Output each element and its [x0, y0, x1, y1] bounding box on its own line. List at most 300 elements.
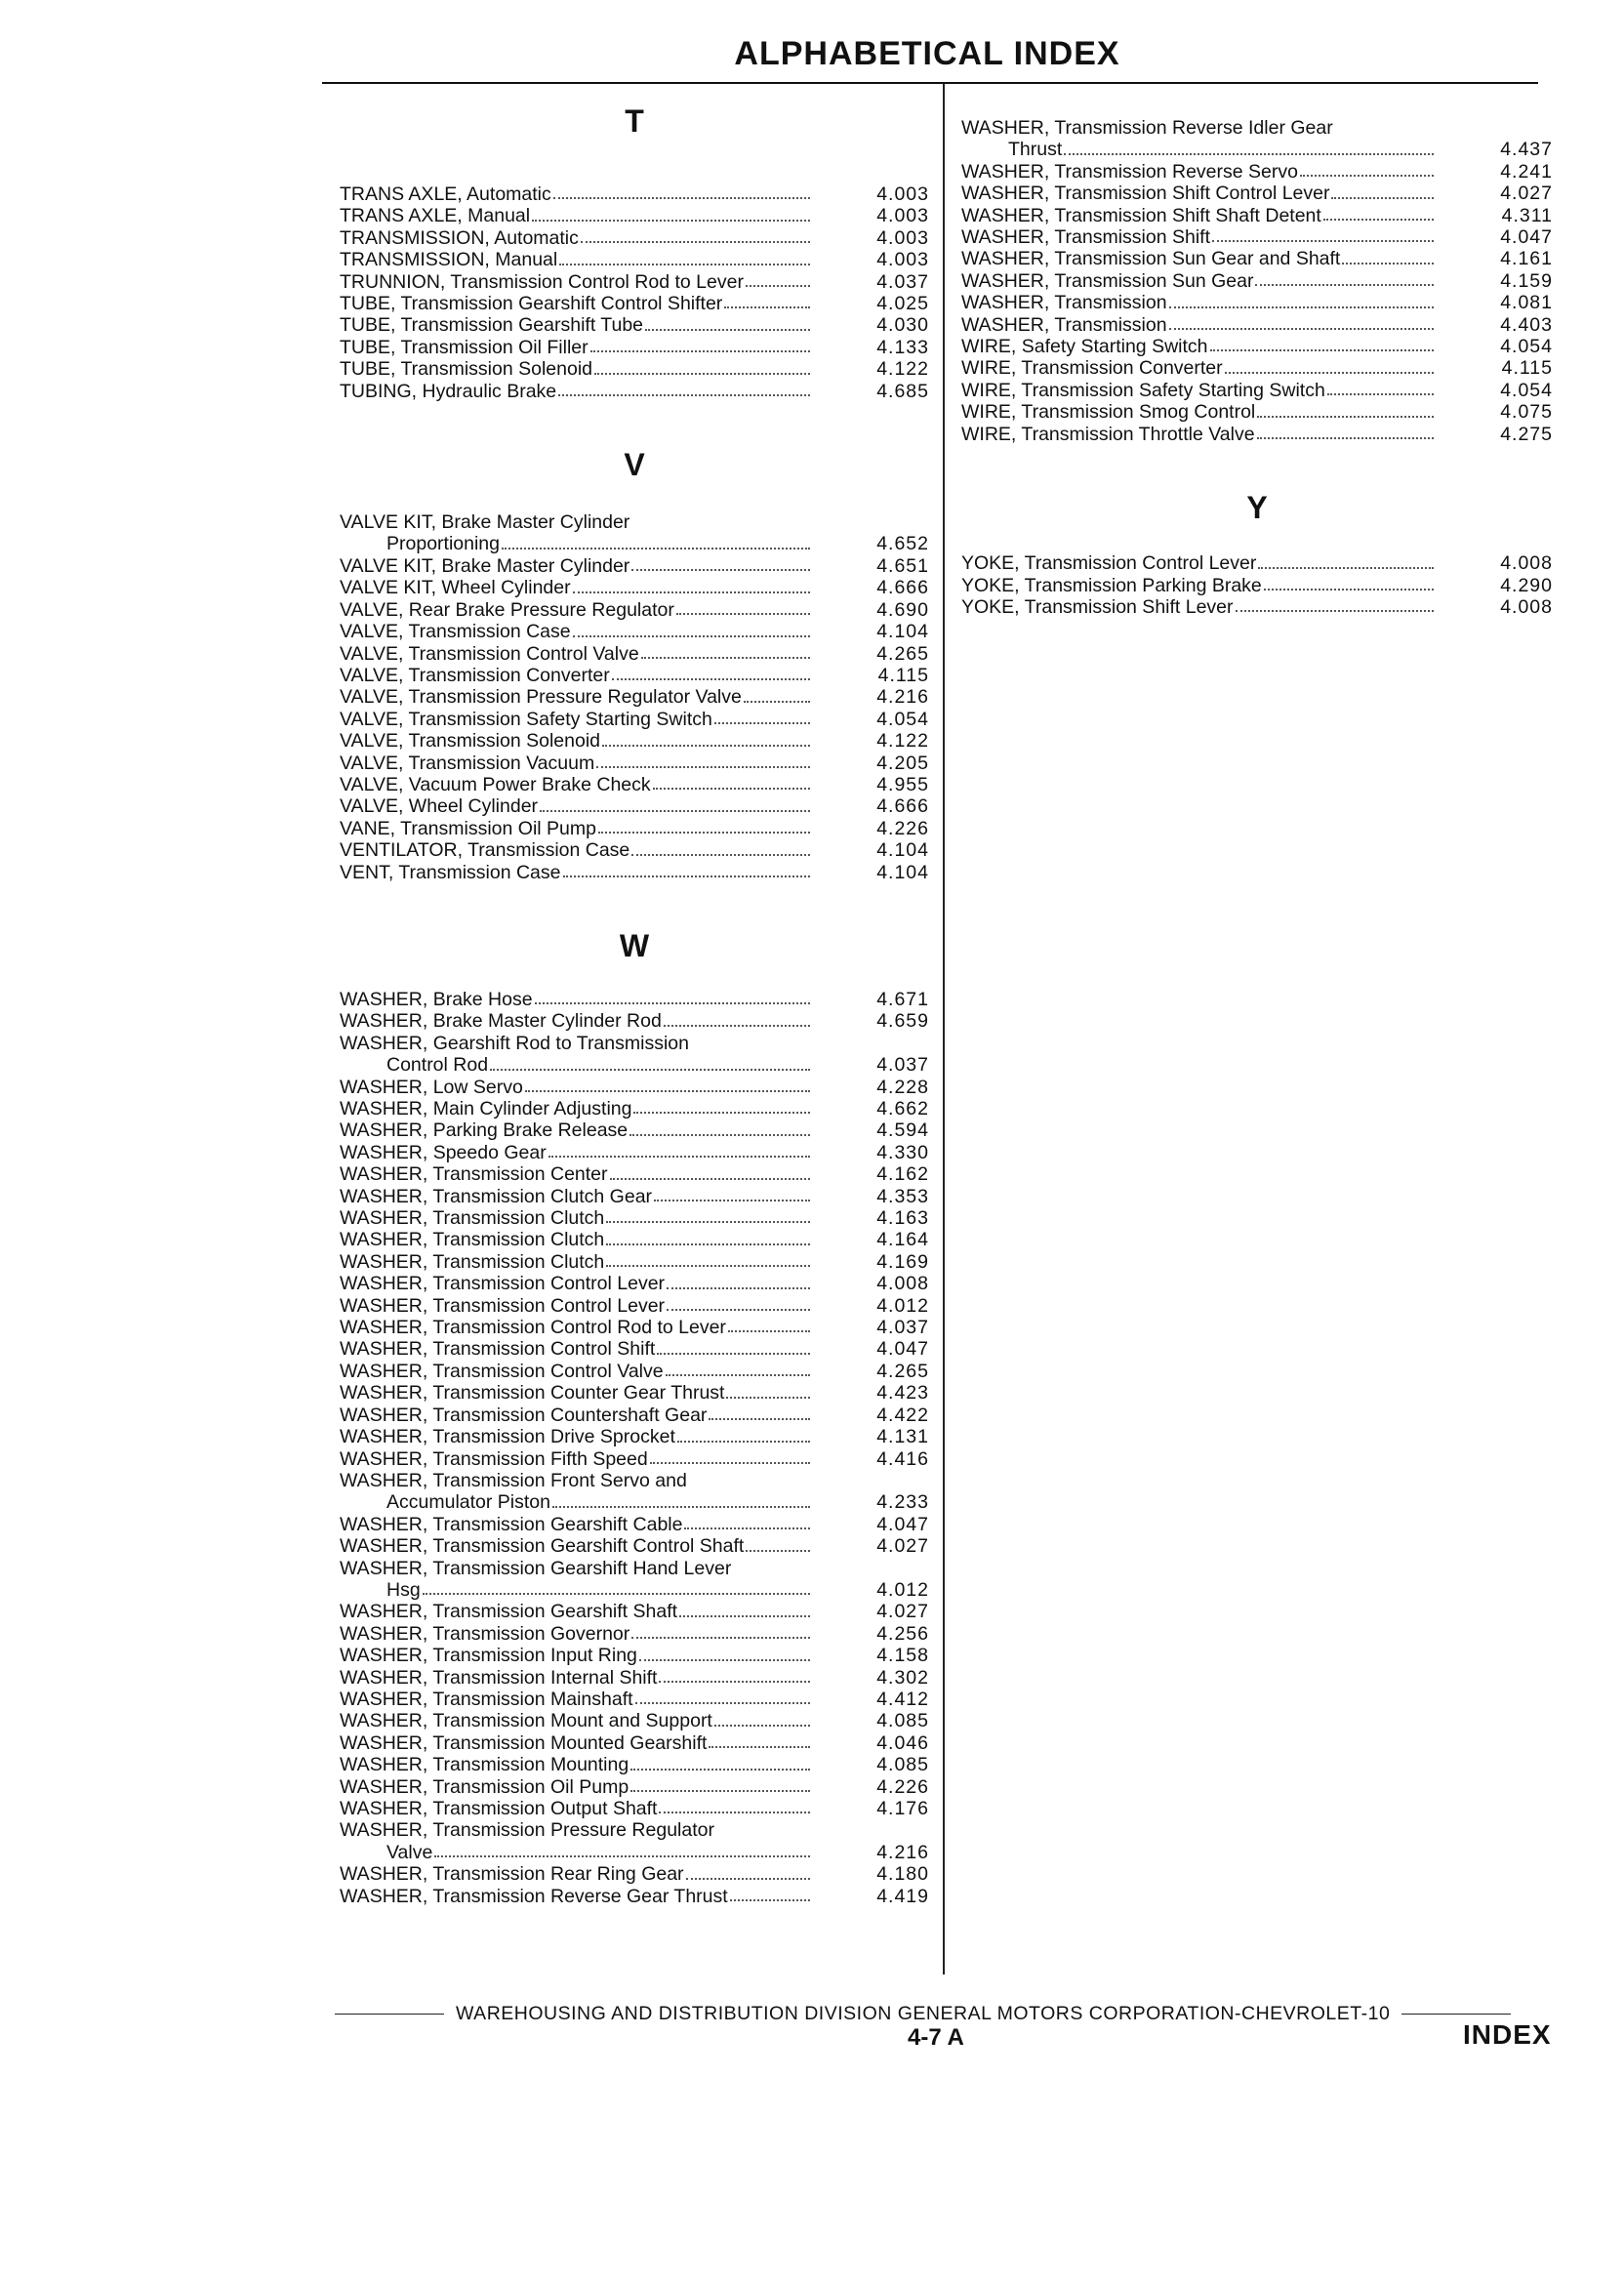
index-entry	[340, 665, 929, 686]
entry-text: VALVE, Transmission Pressure Regulator Valve	[340, 686, 742, 709]
leader-dots	[709, 1418, 810, 1420]
index-entry	[340, 577, 929, 598]
leader-dots	[730, 1899, 810, 1901]
leader-dots	[744, 701, 810, 703]
entry-page: 4.265	[876, 1360, 929, 1382]
index-entry	[961, 226, 1553, 248]
leader-dots	[573, 591, 810, 593]
leader-dots	[1331, 197, 1434, 199]
entry-page: 4.302	[876, 1666, 929, 1689]
entry-continuation	[340, 1842, 929, 1863]
index-entry	[961, 380, 1553, 401]
entry-text: WIRE, Transmission Throttle Valve	[961, 423, 1255, 445]
entry-text: VALVE, Transmission Solenoid	[340, 730, 600, 753]
index-entry	[340, 1186, 929, 1207]
index-entry	[340, 1863, 929, 1885]
entry-text: WASHER, Transmission Gearshift Control Shaft	[340, 1535, 745, 1558]
index-entry	[961, 552, 1553, 574]
index-entry	[340, 1405, 929, 1426]
entry-page: 4.290	[1500, 574, 1553, 596]
section-letter-v: V	[624, 447, 645, 483]
entry-page: 4.003	[876, 249, 929, 271]
footer-rule-right	[1401, 2014, 1511, 2015]
entry-page: 4.659	[876, 1010, 929, 1033]
entry-text: TUBE, Transmission Oil Filler	[340, 336, 589, 358]
leader-dots	[548, 1156, 810, 1158]
entry-continuation	[340, 533, 929, 554]
entry-page: 4.651	[876, 554, 929, 577]
entry-text: WASHER, Transmission Clutch	[340, 1229, 605, 1251]
index-list-t	[340, 183, 929, 402]
entry-text: VALVE, Transmission Control Valve	[340, 642, 639, 665]
index-entry	[340, 314, 929, 336]
index-entry	[340, 1142, 929, 1163]
entry-text: WASHER, Transmission Shift	[961, 226, 1211, 249]
index-entry	[340, 1077, 929, 1098]
index-entry-multiline	[340, 1470, 929, 1514]
entry-page: 4.081	[1500, 292, 1553, 314]
leader-dots	[1257, 416, 1434, 418]
entry-page: 4.104	[876, 839, 929, 862]
entry-page: 4.115	[1501, 357, 1553, 380]
entry-page: 4.131	[876, 1426, 929, 1448]
entry-text: WASHER, Transmission	[961, 313, 1167, 336]
leader-dots	[525, 1090, 810, 1092]
entry-text: VENT, Transmission Case	[340, 861, 561, 883]
leader-dots	[423, 1593, 810, 1595]
leader-dots	[1327, 393, 1434, 395]
leader-dots	[726, 1397, 810, 1399]
index-entry	[961, 357, 1553, 379]
entry-text: VALVE, Rear Brake Pressure Regulator	[340, 598, 674, 621]
entry-text: Proportioning	[386, 533, 500, 555]
entry-text: WASHER, Transmission Center	[340, 1163, 608, 1186]
entry-page: 4.003	[876, 183, 929, 205]
leader-dots	[686, 1878, 810, 1880]
index-entry	[340, 205, 929, 226]
index-entry	[340, 1426, 929, 1447]
index-entry	[961, 336, 1553, 357]
index-entry	[340, 1251, 929, 1273]
entry-page: 4.047	[1500, 226, 1553, 249]
index-entry	[340, 271, 929, 293]
entry-text: WASHER, Transmission Clutch Gear	[340, 1185, 653, 1207]
entry-page: 4.085	[876, 1754, 929, 1776]
entry-page: 4.205	[876, 752, 929, 774]
index-entry	[340, 249, 929, 270]
entry-text: WASHER, Transmission Drive Sprocket	[340, 1426, 675, 1448]
index-entry	[340, 293, 929, 314]
entry-text: WASHER, Transmission Rear Ring Gear	[340, 1863, 684, 1886]
entry-text: WASHER, Transmission Front Servo and	[340, 1469, 687, 1491]
leader-dots	[552, 1506, 810, 1508]
entry-page: 4.216	[876, 1841, 929, 1863]
index-entry	[340, 862, 929, 883]
entry-text: TUBE, Transmission Gearshift Control Shifter	[340, 293, 723, 315]
leader-dots	[645, 329, 810, 331]
leader-dots	[1255, 284, 1434, 286]
index-entry	[340, 1295, 929, 1317]
entry-text: WASHER, Transmission Fifth Speed	[340, 1447, 648, 1470]
leader-dots	[1064, 153, 1434, 155]
entry-page: 4.122	[876, 358, 929, 381]
leader-dots	[629, 1134, 810, 1136]
leader-dots	[631, 854, 810, 856]
index-list-w	[340, 1514, 929, 1558]
entry-text: VALVE KIT, Wheel Cylinder	[340, 577, 571, 599]
entry-page: 4.330	[876, 1141, 929, 1163]
entry-page: 4.027	[876, 1535, 929, 1558]
leader-dots	[1258, 567, 1434, 569]
entry-text: WASHER, Transmission Reverse Idler Gear	[961, 117, 1333, 139]
entry-text: WASHER, Transmission Gearshift Hand Lever	[340, 1557, 732, 1579]
leader-dots	[635, 1702, 810, 1704]
index-entry	[340, 1207, 929, 1229]
entry-text: VALVE KIT, Brake Master Cylinder	[340, 554, 630, 577]
entry-text: TRANS AXLE, Automatic	[340, 183, 551, 205]
entry-text: WASHER, Transmission Mounting	[340, 1754, 629, 1776]
index-list-w	[340, 989, 929, 1033]
footer	[335, 2003, 1545, 2025]
entry-page: 4.162	[876, 1163, 929, 1186]
entry-page: 4.047	[876, 1513, 929, 1535]
leader-dots	[540, 810, 810, 812]
index-entry	[961, 292, 1553, 313]
leader-dots	[630, 1790, 810, 1792]
index-entry	[340, 1776, 929, 1798]
entry-text: VALVE, Transmission Safety Starting Switch	[340, 708, 712, 730]
entry-page: 4.690	[876, 598, 929, 621]
index-entry	[340, 1886, 929, 1907]
index-entry	[340, 1645, 929, 1666]
footer-text: WAREHOUSING AND DISTRIBUTION DIVISION GENERAL MOTORS CORPORATION-CHEVROLET-10	[456, 2003, 1391, 2024]
entry-text: WASHER, Transmission Mounted Gearshift	[340, 1731, 708, 1754]
index-entry	[340, 227, 929, 249]
index-entry	[340, 555, 929, 577]
entry-text: YOKE, Transmission Parking Brake	[961, 574, 1262, 596]
entry-page: 4.027	[876, 1601, 929, 1623]
index-entry	[340, 753, 929, 774]
entry-text: WASHER, Transmission Reverse Gear Thrust	[340, 1885, 728, 1907]
entry-text: WASHER, Transmission Mount and Support	[340, 1710, 712, 1732]
index-entry	[961, 596, 1553, 618]
entry-text: VALVE, Transmission Vacuum	[340, 752, 595, 774]
entry-page: 4.163	[876, 1207, 929, 1230]
entry-page: 4.671	[876, 988, 929, 1010]
entry-page: 4.075	[1500, 401, 1553, 424]
leader-dots	[606, 1265, 810, 1267]
entry-text: YOKE, Transmission Shift Lever	[961, 595, 1234, 618]
entry-page: 4.164	[876, 1229, 929, 1251]
index-entry	[340, 1710, 929, 1731]
leader-dots	[434, 1855, 810, 1857]
leader-dots	[1236, 610, 1434, 612]
entry-continuation	[961, 139, 1553, 160]
right-column	[961, 117, 1553, 618]
index-entry	[340, 183, 929, 205]
entry-page: 4.025	[876, 293, 929, 315]
index-entry	[340, 686, 929, 708]
title-rule	[322, 82, 1538, 84]
entry-text: WIRE, Transmission Safety Starting Switch	[961, 379, 1325, 401]
entry-text: Hsg	[386, 1578, 421, 1601]
leader-dots	[641, 657, 810, 659]
leader-dots	[1257, 437, 1434, 439]
entry-page: 4.161	[1500, 248, 1553, 270]
leader-dots	[639, 1659, 810, 1661]
index-entry	[961, 575, 1553, 596]
index-entry	[340, 381, 929, 402]
entry-page: 4.008	[1500, 595, 1553, 618]
index-entry	[340, 1120, 929, 1141]
entry-page: 4.037	[876, 1317, 929, 1339]
entry-page: 4.180	[876, 1863, 929, 1886]
leader-dots	[581, 241, 810, 243]
index-entry	[340, 1732, 929, 1754]
entry-text: VANE, Transmission Oil Pump	[340, 817, 596, 839]
index-entry	[961, 270, 1553, 292]
section-letter-y: Y	[1246, 490, 1268, 526]
entry-text: WIRE, Safety Starting Switch	[961, 336, 1208, 358]
entry-text: Control Rod	[386, 1054, 489, 1077]
entry-text: YOKE, Transmission Control Lever	[961, 552, 1257, 575]
index-entry-multiline	[340, 1033, 929, 1077]
entry-text: TUBING, Hydraulic Brake	[340, 380, 557, 402]
leader-dots	[728, 1330, 810, 1332]
index-list-w	[340, 1601, 929, 1819]
entry-page: 4.008	[876, 1273, 929, 1295]
entry-text: WASHER, Transmission Input Ring	[340, 1645, 637, 1667]
index-entry	[340, 1317, 929, 1338]
entry-text: WASHER, Parking Brake Release	[340, 1120, 629, 1142]
index-entry	[340, 1361, 929, 1382]
index-entry	[340, 1382, 929, 1404]
leader-dots	[596, 766, 810, 768]
index-list-v	[340, 555, 929, 883]
entry-page: 4.666	[876, 577, 929, 599]
entry-continuation	[340, 1579, 929, 1601]
entry-page: 4.054	[1500, 379, 1553, 401]
leader-dots	[746, 285, 810, 287]
entry-page: 4.311	[1501, 204, 1553, 226]
index-entry	[340, 1338, 929, 1360]
entry-continuation	[340, 1491, 929, 1513]
index-entry	[340, 1754, 929, 1775]
entry-text: WASHER, Transmission Governor	[340, 1622, 630, 1645]
entry-page: 4.012	[876, 1294, 929, 1317]
entry-page: 4.423	[876, 1382, 929, 1405]
entry-page: 4.437	[1500, 139, 1553, 161]
index-entry	[961, 314, 1553, 336]
entry-page: 4.012	[876, 1578, 929, 1601]
index-entry	[340, 818, 929, 839]
entry-text: TRANS AXLE, Manual	[340, 205, 531, 227]
entry-page: 4.133	[876, 336, 929, 358]
index-entry	[340, 730, 929, 752]
index-entry	[340, 1273, 929, 1294]
leader-dots	[714, 1725, 810, 1727]
leader-dots	[610, 1178, 810, 1180]
entry-text: WASHER, Transmission Internal Shift	[340, 1666, 658, 1689]
index-entry	[340, 1535, 929, 1557]
leader-dots	[535, 1002, 810, 1004]
entry-page: 4.955	[876, 773, 929, 795]
leader-dots	[633, 1112, 810, 1114]
leader-dots	[602, 745, 810, 747]
entry-page: 4.353	[876, 1185, 929, 1207]
index-list-w-continued	[961, 161, 1553, 445]
entry-page: 4.054	[1500, 336, 1553, 358]
leader-dots	[1169, 328, 1434, 330]
entry-page: 4.030	[876, 314, 929, 337]
leader-dots	[631, 1637, 810, 1639]
entry-text: WASHER, Transmission Countershaft Gear	[340, 1404, 708, 1426]
index-entry	[340, 839, 929, 861]
entry-page: 4.265	[876, 642, 929, 665]
entry-page: 4.422	[876, 1404, 929, 1426]
leader-dots	[654, 1200, 810, 1201]
index-entry	[340, 1163, 929, 1185]
section-letter-t: T	[625, 103, 644, 139]
leader-dots	[1323, 219, 1434, 221]
leader-dots	[676, 613, 810, 615]
leader-dots	[677, 1441, 810, 1443]
entry-text: WIRE, Transmission Smog Control	[961, 401, 1256, 424]
entry-text: WASHER, Transmission Reverse Servo	[961, 160, 1298, 183]
entry-page: 4.412	[876, 1688, 929, 1710]
entry-page: 4.176	[876, 1798, 929, 1819]
leader-dots	[553, 197, 810, 199]
entry-page: 4.158	[876, 1645, 929, 1667]
entry-text: WASHER, Speedo Gear	[340, 1141, 547, 1163]
entry-text: WASHER, Transmission Control Rod to Lever	[340, 1317, 726, 1339]
entry-text: Valve	[386, 1841, 433, 1863]
leader-dots	[594, 373, 810, 375]
entry-text: WASHER, Low Servo	[340, 1076, 523, 1098]
entry-page: 4.037	[876, 1054, 929, 1077]
leader-dots	[657, 1353, 810, 1355]
index-entry	[961, 161, 1553, 183]
entry-text: WASHER, Brake Master Cylinder Rod	[340, 1010, 662, 1033]
index-entry	[961, 401, 1553, 423]
index-entry	[340, 621, 929, 642]
leader-dots	[653, 788, 810, 790]
leader-dots	[659, 1681, 810, 1683]
entry-text: WASHER, Main Cylinder Adjusting	[340, 1098, 632, 1120]
entry-page: 4.046	[876, 1731, 929, 1754]
entry-text: WASHER, Transmission Mainshaft	[340, 1688, 633, 1710]
leader-dots	[630, 1769, 810, 1771]
leader-dots	[659, 1812, 810, 1813]
entry-text: TUBE, Transmission Gearshift Tube	[340, 314, 644, 337]
leader-dots	[573, 635, 810, 637]
entry-page: 4.008	[1500, 552, 1553, 575]
entry-page: 4.054	[876, 708, 929, 730]
leader-dots	[631, 569, 810, 571]
index-entry	[340, 1010, 929, 1032]
entry-text: TRUNNION, Transmission Control Rod to Lever	[340, 270, 744, 293]
index-entry-multiline	[340, 1558, 929, 1602]
entry-text: VALVE, Transmission Converter	[340, 664, 610, 686]
index-entry	[961, 205, 1553, 226]
leader-dots	[606, 1221, 810, 1223]
entry-text: WASHER, Transmission Control Lever	[340, 1294, 666, 1317]
index-entry	[340, 1514, 929, 1535]
left-column	[340, 102, 929, 1907]
index-entry	[340, 989, 929, 1010]
index-entry	[340, 643, 929, 665]
leader-dots	[684, 1527, 810, 1529]
entry-text: VALVE, Transmission Case	[340, 621, 571, 643]
section-label: INDEX	[1463, 2019, 1552, 2050]
leader-dots	[666, 1374, 810, 1376]
index-entry-multiline	[340, 1819, 929, 1863]
entry-text: TUBE, Transmission Solenoid	[340, 358, 593, 381]
entry-text: WASHER, Transmission Control Lever	[340, 1273, 666, 1295]
leader-dots	[667, 1309, 810, 1311]
entry-text: WASHER, Transmission Clutch	[340, 1250, 605, 1273]
leader-dots	[650, 1462, 810, 1464]
entry-page: 4.027	[1500, 183, 1553, 205]
entry-text: WASHER, Brake Hose	[340, 988, 533, 1010]
entry-page: 4.652	[876, 533, 929, 555]
entry-page: 4.047	[876, 1338, 929, 1361]
entry-page: 4.241	[1500, 160, 1553, 183]
entry-text: WASHER, Gearshift Rod to Transmission	[340, 1032, 689, 1054]
leader-dots	[1264, 589, 1434, 590]
leader-dots	[1342, 263, 1434, 265]
leader-dots	[532, 220, 810, 222]
index-list-w	[340, 1863, 929, 1907]
leader-dots	[559, 264, 810, 265]
footer-rule-left	[335, 2014, 444, 2015]
entry-page: 4.275	[1500, 423, 1553, 445]
index-entry	[340, 1667, 929, 1689]
entry-page: 4.104	[876, 621, 929, 643]
index-entry-multiline	[340, 511, 929, 555]
entry-text: WASHER, Transmission Counter Gear Thrust	[340, 1382, 725, 1405]
leader-dots	[1169, 306, 1434, 308]
entry-text: WASHER, Transmission Control Valve	[340, 1360, 664, 1382]
index-entry	[961, 248, 1553, 269]
entry-text: VALVE KIT, Brake Master Cylinder	[340, 511, 630, 534]
entry-text: WASHER, Transmission Gearshift Cable	[340, 1513, 683, 1535]
index-entry	[340, 1798, 929, 1819]
entry-page: 4.003	[876, 226, 929, 249]
entry-text: TRANSMISSION, Manual	[340, 249, 558, 271]
index-entry-multiline	[961, 117, 1553, 161]
page-number: 4-7 A	[908, 2024, 964, 2051]
leader-dots	[606, 1243, 810, 1245]
index-list-w	[340, 1077, 929, 1470]
leader-dots	[724, 306, 810, 308]
index-entry	[340, 1229, 929, 1250]
entry-page: 4.662	[876, 1098, 929, 1120]
index-entry	[340, 337, 929, 358]
index-entry	[340, 795, 929, 817]
leader-dots	[1225, 372, 1434, 374]
entry-page: 4.403	[1500, 313, 1553, 336]
entry-text: VALVE, Vacuum Power Brake Check	[340, 773, 651, 795]
entry-text: WASHER, Transmission Sun Gear	[961, 269, 1254, 292]
entry-text: WASHER, Transmission	[961, 292, 1167, 314]
index-entry	[340, 709, 929, 730]
index-entry	[340, 599, 929, 621]
entry-text: WASHER, Transmission Oil Pump	[340, 1775, 629, 1798]
entry-page: 4.594	[876, 1120, 929, 1142]
entry-page: 4.037	[876, 270, 929, 293]
leader-dots	[709, 1746, 810, 1748]
